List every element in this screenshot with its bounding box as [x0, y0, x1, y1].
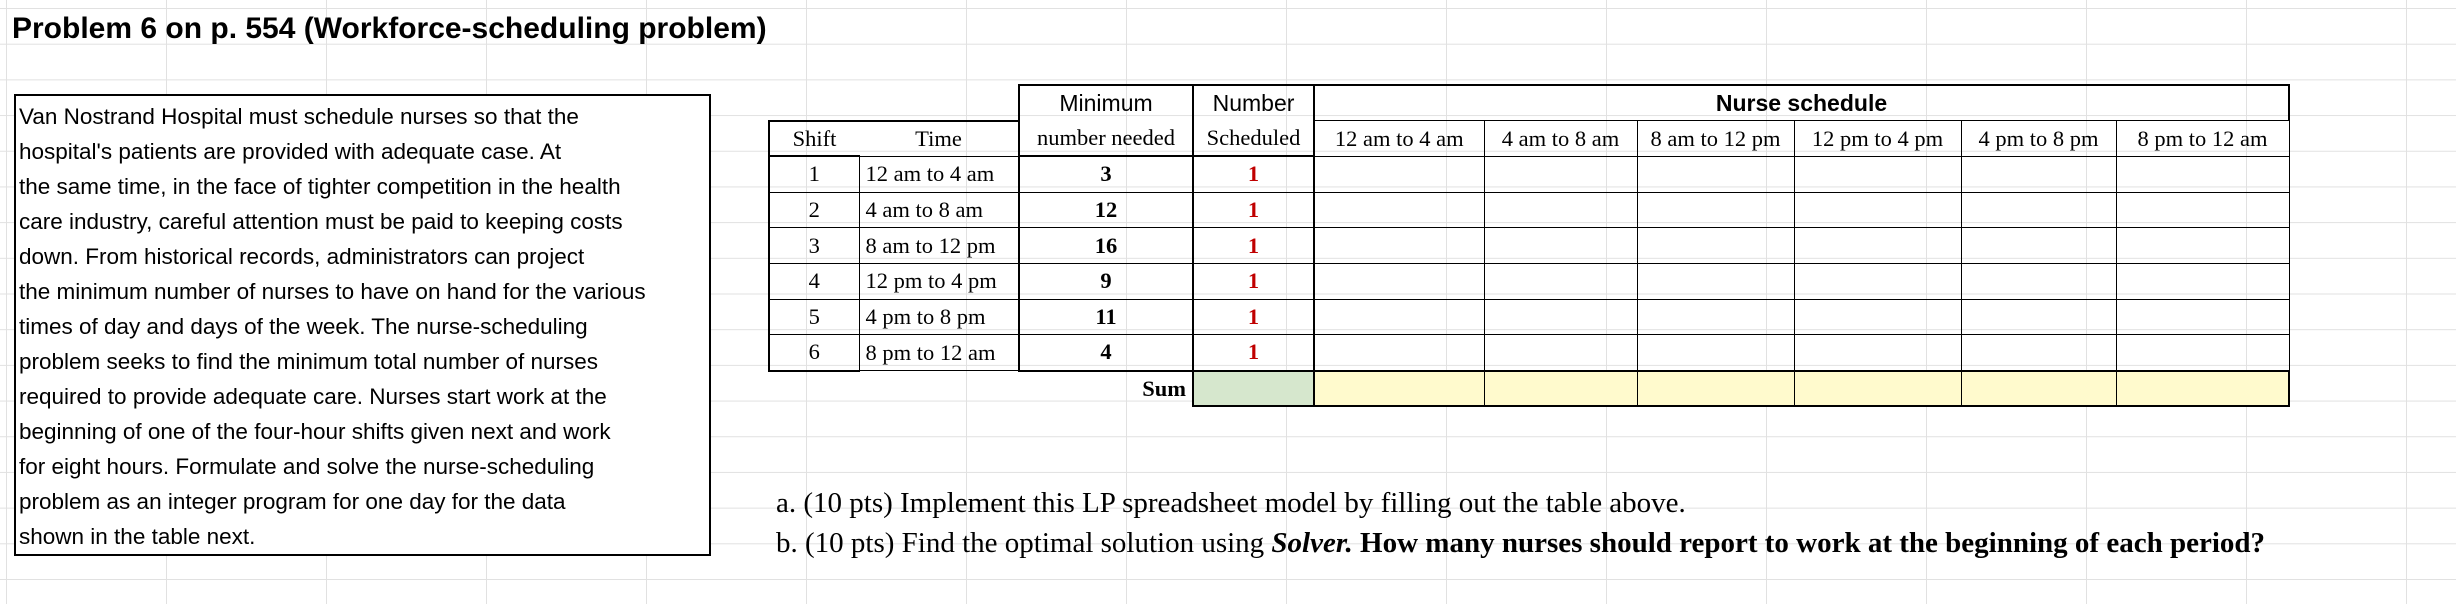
scheduled-cell[interactable]: 1	[1193, 299, 1314, 335]
schedule-cell[interactable]	[2116, 299, 2289, 335]
schedule-cell[interactable]	[1961, 192, 2116, 228]
solver-emphasis: Solver.	[1271, 527, 1353, 559]
header-shift: Shift	[769, 121, 859, 157]
schedule-cell[interactable]	[1961, 335, 2116, 371]
problem-line: for eight hours. Formulate and solve the nurse-scheduling	[19, 454, 595, 479]
question-b-prefix: b. (10 pts) Find the optimal solution using	[776, 527, 1272, 559]
schedule-cell[interactable]	[1637, 156, 1794, 192]
problem-line: problem seeks to find the minimum total number of nurses	[19, 349, 599, 374]
sum-scheduled-cell[interactable]	[1193, 371, 1314, 407]
minimum-cell[interactable]: 12	[1019, 192, 1193, 228]
schedule-cell[interactable]	[1484, 299, 1637, 335]
header-number-top: Number	[1193, 85, 1314, 121]
scheduled-cell[interactable]: 1	[1193, 228, 1314, 264]
schedule-cell[interactable]	[1484, 335, 1637, 371]
problem-line: required to provide adequate care. Nurses start work at the	[19, 384, 607, 409]
time-cell[interactable]: 12 pm to 4 pm	[859, 263, 1019, 299]
problem-line: problem as an integer program for one day for the data	[19, 489, 566, 514]
nurse-schedule-table	[768, 84, 2290, 407]
shift-cell[interactable]: 4	[769, 263, 859, 299]
time-cell[interactable]: 4 pm to 8 pm	[859, 299, 1019, 335]
schedule-cell[interactable]	[1484, 156, 1637, 192]
sum-period-cell[interactable]	[1637, 371, 1794, 407]
schedule-cell[interactable]	[1484, 192, 1637, 228]
schedule-cell[interactable]	[1314, 299, 1484, 335]
blank-cell	[859, 371, 1019, 407]
problem-line: the same time, in the face of tighter competition in the health	[19, 174, 621, 199]
sum-period-cell[interactable]	[1794, 371, 1961, 407]
header-number-bottom: Scheduled	[1193, 121, 1314, 157]
schedule-cell[interactable]	[2116, 335, 2289, 371]
minimum-cell[interactable]: 3	[1019, 156, 1193, 192]
question-b	[776, 524, 2265, 562]
shift-cell[interactable]: 3	[769, 228, 859, 264]
schedule-cell[interactable]	[1484, 263, 1637, 299]
blank-cell	[769, 85, 859, 121]
problem-line: care industry, careful attention must be paid to keeping costs	[19, 209, 623, 234]
header-period: 12 pm to 4 pm	[1794, 121, 1961, 157]
question-a: a. (10 pts) Implement this LP spreadsheet model by filling out the table above.	[776, 487, 1686, 519]
schedule-cell[interactable]	[1794, 335, 1961, 371]
schedule-cell[interactable]	[2116, 156, 2289, 192]
sum-period-cell[interactable]	[1314, 371, 1484, 407]
header-period: 8 am to 12 pm	[1637, 121, 1794, 157]
schedule-cell[interactable]	[1637, 263, 1794, 299]
problem-line: beginning of one of the four-hour shifts given next and work	[19, 419, 611, 444]
time-cell[interactable]: 8 pm to 12 am	[859, 335, 1019, 371]
schedule-cell[interactable]	[1637, 335, 1794, 371]
header-period: 4 pm to 8 pm	[1961, 121, 2116, 157]
header-time: Time	[859, 121, 1019, 157]
problem-line: hospital's patients are provided with adequate case. At	[19, 139, 562, 164]
blank-cell	[859, 85, 1019, 121]
schedule-cell[interactable]	[1484, 228, 1637, 264]
header-period: 12 am to 4 am	[1314, 121, 1484, 157]
sum-period-cell[interactable]	[1961, 371, 2116, 407]
table-row	[769, 228, 2289, 264]
sum-period-cell[interactable]	[2116, 371, 2289, 407]
sum-period-cell[interactable]	[1484, 371, 1637, 407]
sum-label: Sum	[1019, 371, 1193, 407]
shift-cell[interactable]: 5	[769, 299, 859, 335]
schedule-cell[interactable]	[1961, 299, 2116, 335]
problem-line: shown in the table next.	[19, 524, 256, 549]
minimum-cell[interactable]: 4	[1019, 335, 1193, 371]
schedule-cell[interactable]	[1961, 263, 2116, 299]
time-cell[interactable]: 4 am to 8 am	[859, 192, 1019, 228]
table-row	[769, 156, 2289, 192]
schedule-cell[interactable]	[1314, 192, 1484, 228]
header-nurse-schedule: Nurse schedule	[1314, 85, 2289, 121]
schedule-cell[interactable]	[1794, 299, 1961, 335]
schedule-cell[interactable]	[1794, 192, 1961, 228]
schedule-cell[interactable]	[1637, 192, 1794, 228]
shift-cell[interactable]: 2	[769, 192, 859, 228]
schedule-cell[interactable]	[2116, 192, 2289, 228]
header-period: 8 pm to 12 am	[2116, 121, 2289, 157]
schedule-cell[interactable]	[1961, 156, 2116, 192]
shift-cell[interactable]: 6	[769, 335, 859, 371]
blank-cell	[769, 371, 859, 407]
schedule-cell[interactable]	[1637, 228, 1794, 264]
scheduled-cell[interactable]: 1	[1193, 156, 1314, 192]
schedule-cell[interactable]	[1794, 263, 1961, 299]
table-row	[769, 192, 2289, 228]
schedule-cell[interactable]	[2116, 263, 2289, 299]
schedule-cell[interactable]	[2116, 228, 2289, 264]
problem-statement-box[interactable]	[14, 94, 711, 556]
table-row	[769, 263, 2289, 299]
schedule-cell[interactable]	[1314, 156, 1484, 192]
header-period: 4 am to 8 am	[1484, 121, 1637, 157]
sheet-title: Problem 6 on p. 554 (Workforce-scheduling problem)	[12, 12, 767, 45]
schedule-cell[interactable]	[1314, 228, 1484, 264]
problem-line: Van Nostrand Hospital must schedule nurses so that the	[19, 104, 579, 129]
time-cell[interactable]: 12 am to 4 am	[859, 156, 1019, 192]
schedule-cell[interactable]	[1794, 228, 1961, 264]
table-row	[769, 335, 2289, 371]
problem-line: the minimum number of nurses to have on hand for the various	[19, 279, 646, 304]
question-b-suffix: How many nurses should report to work at the beginning of each period?	[1352, 527, 2266, 559]
problem-line: times of day and days of the week. The nurse-scheduling	[19, 314, 588, 339]
minimum-cell[interactable]: 11	[1019, 299, 1193, 335]
schedule-cell[interactable]	[1314, 335, 1484, 371]
time-cell[interactable]: 8 am to 12 pm	[859, 228, 1019, 264]
table-row	[769, 299, 2289, 335]
problem-line: down. From historical records, administrators can project	[19, 244, 585, 269]
minimum-cell[interactable]: 9	[1019, 263, 1193, 299]
schedule-cell[interactable]	[1637, 299, 1794, 335]
scheduled-cell[interactable]: 1	[1193, 335, 1314, 371]
minimum-cell[interactable]: 16	[1019, 228, 1193, 264]
schedule-cell[interactable]	[1794, 156, 1961, 192]
schedule-cell[interactable]	[1961, 228, 2116, 264]
scheduled-cell[interactable]: 1	[1193, 263, 1314, 299]
sum-row	[769, 371, 2289, 407]
scheduled-cell[interactable]: 1	[1193, 192, 1314, 228]
shift-cell[interactable]: 1	[769, 156, 859, 192]
header-minimum-top: Minimum	[1019, 85, 1193, 121]
schedule-cell[interactable]	[1314, 263, 1484, 299]
header-minimum-bottom: number needed	[1019, 121, 1193, 157]
